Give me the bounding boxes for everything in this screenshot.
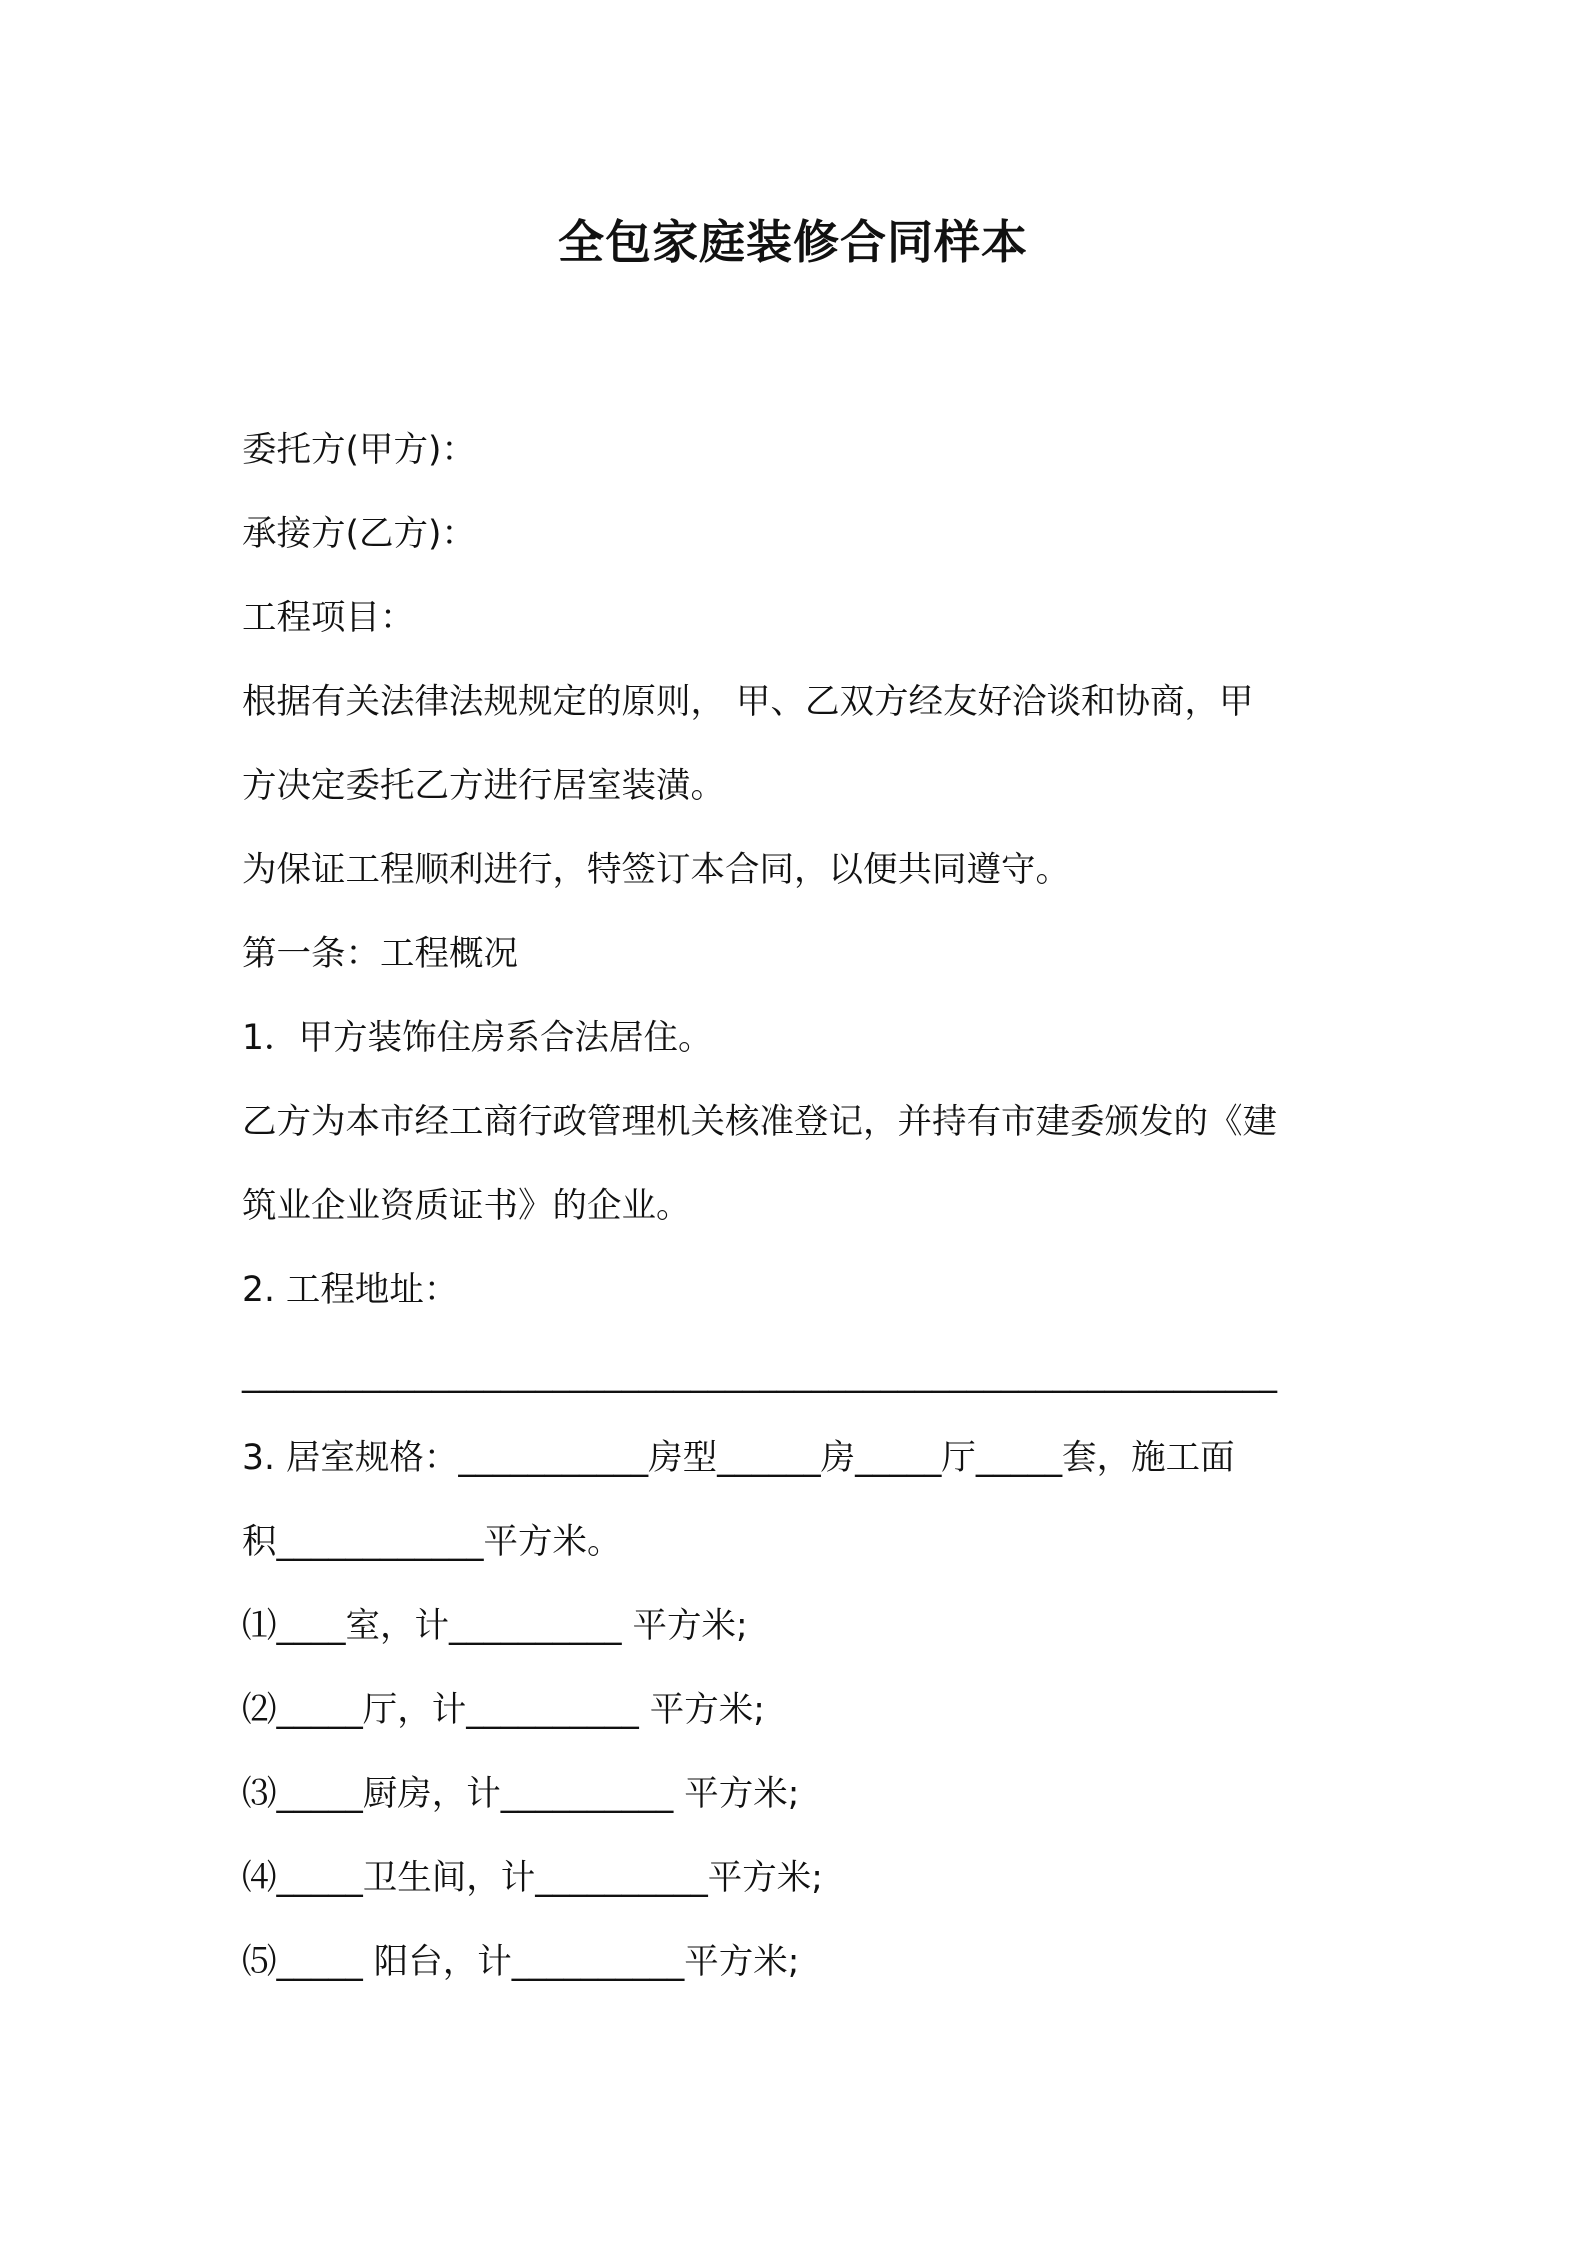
- party-a-line: 委托方(甲方)：: [242, 430, 476, 470]
- project-line: 工程项目：: [242, 598, 415, 638]
- clause-1-detail-line-2: 筑业企业资质证书》的企业。: [242, 1186, 691, 1226]
- room-item-5: ⑸_____ 阳台，计__________平方米;: [242, 1942, 800, 1982]
- room-item-1: ⑴____室，计__________ 平方米;: [242, 1606, 748, 1646]
- preamble-line-1: 根据有关法律法规规定的原则， 甲、乙双方经友好洽谈和协商，甲: [242, 682, 1254, 722]
- clause-2-address: 2. 工程地址：: [242, 1270, 459, 1310]
- document-body: [242, 408, 1362, 2004]
- article-1-heading: 第一条：工程概况: [242, 934, 518, 974]
- preamble-line-2: 方决定委托乙方进行居室装潢。: [242, 766, 725, 806]
- address-blank-line: ____________________________________________________________: [242, 1354, 1277, 1394]
- clause-3-spec-line-2: 积____________平方米。: [242, 1522, 622, 1562]
- document-title: 全包家庭装修合同样本: [558, 215, 1028, 269]
- clause-1-detail-line-1: 乙方为本市经工商行政管理机关核准登记，并持有市建委颁发的《建: [242, 1102, 1277, 1142]
- party-b-line: 承接方(乙方)：: [242, 514, 476, 554]
- preamble-line-3: 为保证工程顺利进行，特签订本合同，以便共同遵守。: [242, 850, 1070, 890]
- clause-3-spec-line-1: 3. 居室规格：___________房型______房_____厅_____套，施工面: [242, 1438, 1235, 1478]
- clause-1: 1．甲方装饰住房系合法居住。: [242, 1018, 713, 1058]
- room-item-2: ⑵_____厅，计__________ 平方米;: [242, 1690, 765, 1730]
- room-item-3: ⑶_____厨房，计__________ 平方米;: [242, 1774, 800, 1814]
- room-item-4: ⑷_____卫生间，计__________平方米;: [242, 1858, 823, 1898]
